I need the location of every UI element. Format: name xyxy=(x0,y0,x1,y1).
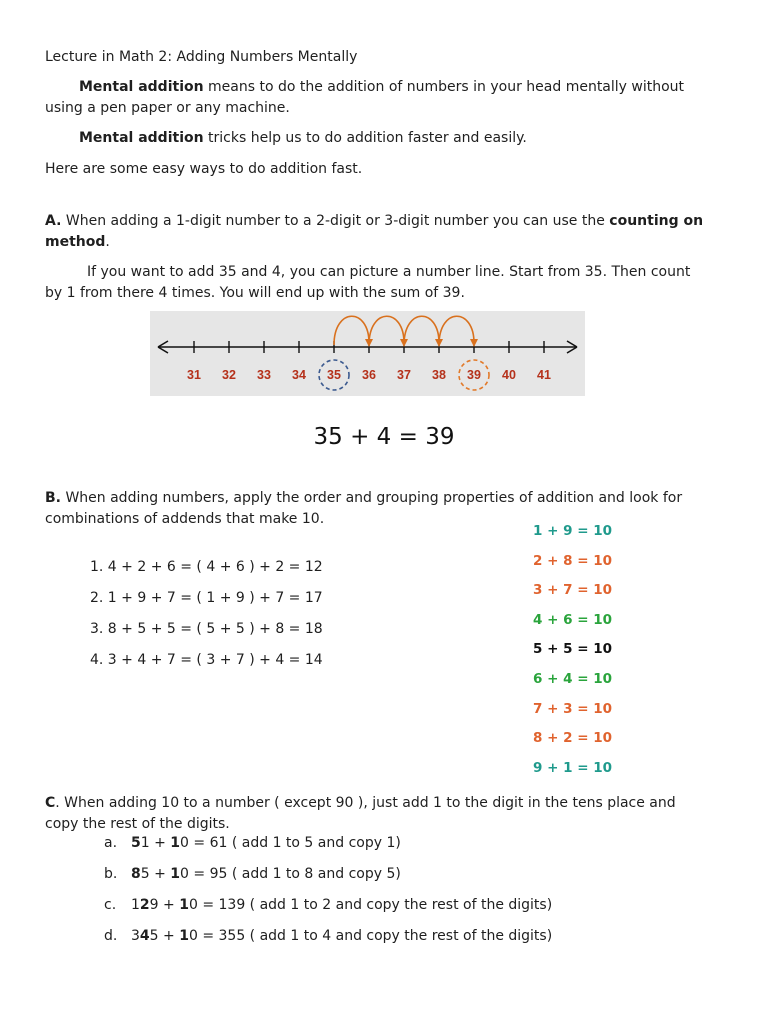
combination-item: 1 + 9 = 10 xyxy=(533,523,612,539)
tick-label: 39 xyxy=(467,368,481,382)
tick-label: 41 xyxy=(537,368,551,382)
combination-item: 7 + 3 = 10 xyxy=(533,700,612,717)
section-c-item: 51 + 10 = 61 ( add 1 to 5 and copy 1) xyxy=(131,835,401,851)
section-c-item-marker: a. xyxy=(104,835,118,851)
hop-arc xyxy=(334,316,369,345)
section-a-paragraph-cont: by 1 from there 4 times. You will end up with the sum of 39. xyxy=(45,285,465,301)
equation-result: 35 + 4 = 39 xyxy=(313,424,455,450)
example-row: 4. 3 + 4 + 7 = ( 3 + 7 ) + 4 = 14 xyxy=(90,652,323,668)
page-title: Lecture in Math 2: Adding Numbers Mentally xyxy=(45,49,358,65)
example-row: 2. 1 + 9 + 7 = ( 1 + 9 ) + 7 = 17 xyxy=(90,590,323,606)
example-row: 1. 4 + 2 + 6 = ( 4 + 6 ) + 2 = 12 xyxy=(90,559,323,575)
example-row: 3. 8 + 5 + 5 = ( 5 + 5 ) + 8 = 18 xyxy=(90,621,323,637)
tick-label: 34 xyxy=(292,368,306,382)
section-a-letter: A. xyxy=(45,213,62,229)
section-b-heading xyxy=(45,488,682,509)
tick-label: 33 xyxy=(257,368,271,382)
tick-label: 35 xyxy=(327,368,341,382)
tick-label: 40 xyxy=(502,368,516,382)
number-line-figure xyxy=(150,311,585,396)
section-c-item: 85 + 10 = 95 ( add 1 to 8 and copy 5) xyxy=(131,866,401,882)
combination-item: 6 + 4 = 10 xyxy=(533,671,612,687)
section-c-item-marker: d. xyxy=(104,928,118,944)
section-a-bold: method xyxy=(45,234,106,250)
intro-bold-term: Mental addition xyxy=(79,130,204,146)
hop-arc xyxy=(369,316,404,345)
hop-arc xyxy=(439,316,474,345)
combination-item: 8 + 2 = 10 xyxy=(533,730,612,747)
intro-paragraph-1-cont: using a pen paper or any machine. xyxy=(45,100,290,116)
section-c-item-marker: b. xyxy=(104,866,118,882)
intro-paragraph-3: Here are some easy ways to do addition fast. xyxy=(45,161,363,177)
combination-item: 3 + 7 = 10 xyxy=(533,582,612,599)
section-c-heading-cont: copy the rest of the digits. xyxy=(45,816,230,832)
number-line xyxy=(150,311,585,396)
section-c-item: 345 + 10 = 355 ( add 1 to 4 and copy the rest of the digits) xyxy=(131,928,553,944)
section-a-heading-cont xyxy=(45,232,110,253)
section-b-letter: B. xyxy=(45,490,61,506)
tick-label: 38 xyxy=(432,368,446,382)
tick-label: 32 xyxy=(222,368,236,382)
section-c-heading xyxy=(45,793,676,814)
combination-item: 5 + 5 = 10 xyxy=(533,641,612,658)
tick-label: 36 xyxy=(362,368,376,382)
section-a-heading xyxy=(45,211,703,232)
intro-bold-term: Mental addition xyxy=(79,79,204,95)
section-a-bold: counting on xyxy=(609,213,704,229)
section-c-item-marker: c. xyxy=(104,897,117,913)
section-c-text: . When adding 10 to a number ( except 90 ), just add 1 to the digit in the tens place and xyxy=(55,795,676,811)
intro-paragraph-2 xyxy=(79,128,527,149)
section-c-item: 129 + 10 = 139 ( add 1 to 2 and copy the rest of the digits) xyxy=(131,897,553,913)
section-a-paragraph: If you want to add 35 and 4, you can picture a number line. Start from 35. Then count xyxy=(87,264,691,280)
intro-paragraph-1 xyxy=(79,77,684,98)
tick-label: 31 xyxy=(187,368,201,382)
intro-text: means to do the addition of numbers in your head mentally without xyxy=(203,79,685,95)
tick-label: 37 xyxy=(397,368,411,382)
intro-text: tricks help us to do addition faster and easily. xyxy=(203,130,527,146)
section-c-letter: C xyxy=(45,795,56,811)
combination-item: 2 + 8 = 10 xyxy=(533,552,612,569)
section-a-text: When adding a 1-digit number to a 2-digit or 3-digit number you can use the xyxy=(61,213,610,229)
section-a-end: . xyxy=(105,234,110,250)
combination-item: 9 + 1 = 10 xyxy=(533,759,612,776)
section-b-heading-cont: combinations of addends that make 10. xyxy=(45,511,325,527)
section-b-text: When adding numbers, apply the order and grouping properties of addition and look for xyxy=(61,490,683,506)
combination-item: 4 + 6 = 10 xyxy=(533,611,612,628)
hop-arc xyxy=(404,316,439,345)
